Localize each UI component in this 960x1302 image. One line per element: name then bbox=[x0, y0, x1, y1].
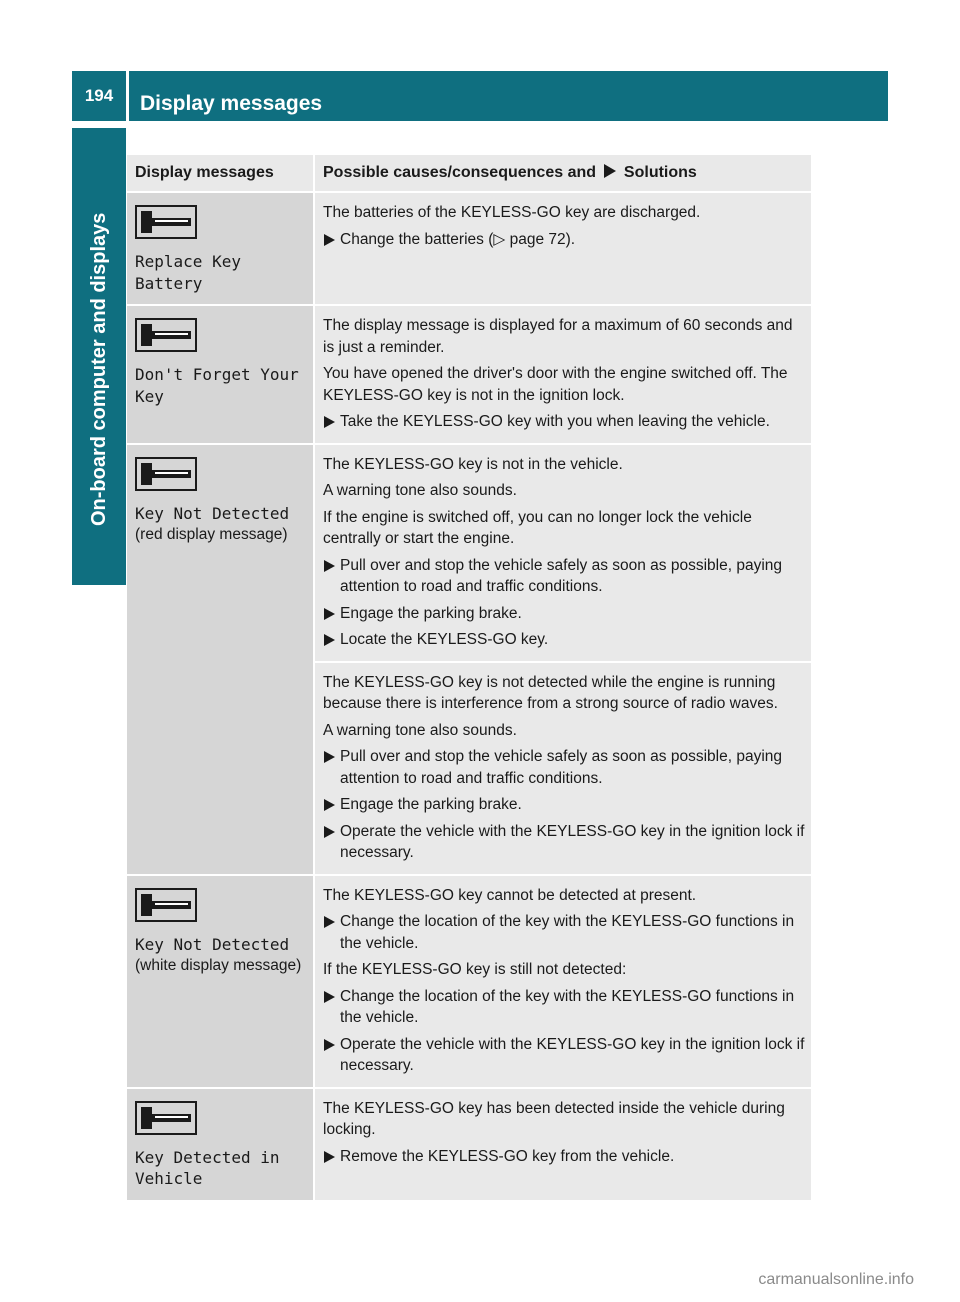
column-header-solutions-suffix: Solutions bbox=[623, 164, 697, 181]
instruction-step bbox=[323, 986, 805, 1029]
solution-cell bbox=[314, 662, 811, 875]
key-icon bbox=[135, 888, 197, 922]
instruction-step-text: Change the location of the key with the KEYLESS-GO functions in the vehicle. bbox=[340, 913, 795, 952]
cause-text: The display message is displayed for a maximum of 60 seconds and is just a reminder. bbox=[323, 317, 793, 356]
cause-text: The KEYLESS-GO key has been detected inside the vehicle during locking. bbox=[323, 1099, 785, 1138]
step-arrow-icon bbox=[324, 560, 335, 572]
solution-cell bbox=[314, 192, 811, 305]
key-icon bbox=[135, 1101, 197, 1135]
cause-text: The batteries of the KEYLESS-GO key are discharged. bbox=[323, 204, 701, 221]
chapter-tab-label: On-board computer and displays bbox=[88, 212, 110, 526]
key-icon bbox=[135, 205, 197, 239]
cause-text: A warning tone also sounds. bbox=[323, 721, 517, 739]
display-message-note: (red display message) bbox=[135, 526, 288, 543]
cause-text: The KEYLESS-GO key is not in the vehicle. bbox=[323, 455, 623, 473]
instruction-step-text: Operate the vehicle with the KEYLESS-GO key in the ignition lock if necessary. bbox=[340, 1035, 805, 1074]
display-message-text: Don't Forget Your Key bbox=[135, 365, 299, 406]
column-header-display: Display messages bbox=[127, 155, 314, 192]
step-arrow-icon bbox=[324, 916, 335, 928]
display-message-note: (white display message) bbox=[135, 957, 302, 974]
display-message-text: Key Detected in Vehicle bbox=[135, 1147, 280, 1188]
step-arrow-icon bbox=[324, 799, 335, 811]
table-row bbox=[127, 305, 811, 444]
solution-cell bbox=[314, 444, 811, 662]
step-arrow-icon bbox=[324, 1151, 335, 1163]
table-row bbox=[127, 444, 811, 662]
instruction-step bbox=[323, 1146, 805, 1168]
column-header-solutions bbox=[314, 155, 811, 192]
instruction-step-text: Remove the KEYLESS-GO key from the vehicle. bbox=[340, 1147, 675, 1165]
cause-text: The KEYLESS-GO key cannot be detected at present. bbox=[323, 886, 697, 904]
display-message-cell bbox=[127, 444, 314, 875]
display-message-text: Key Not Detected bbox=[135, 934, 290, 954]
instruction-step-text: Operate the vehicle with the KEYLESS-GO key in the ignition lock if necessary. bbox=[340, 822, 805, 861]
solution-cell bbox=[314, 305, 811, 444]
solution-cell bbox=[314, 1088, 811, 1201]
instruction-step-text: Pull over and stop the vehicle safely as soon as possible, paying attention to road and traffic conditions. bbox=[340, 556, 783, 595]
instruction-step-text: Take the KEYLESS-GO key with you when leaving the vehicle. bbox=[340, 413, 770, 430]
key-icon bbox=[135, 318, 197, 352]
column-header-solutions-prefix: Possible causes/consequences and bbox=[323, 164, 597, 181]
instruction-step bbox=[323, 821, 805, 864]
table-row bbox=[127, 192, 811, 305]
step-arrow-icon bbox=[324, 826, 335, 838]
instruction-step-text: Engage the parking brake. bbox=[340, 604, 522, 622]
display-message-cell bbox=[127, 305, 314, 444]
instruction-step-text: Locate the KEYLESS-GO key. bbox=[340, 631, 549, 648]
step-arrow-icon bbox=[324, 634, 335, 646]
step-arrow-icon bbox=[324, 416, 335, 428]
header-divider bbox=[126, 71, 129, 121]
page-number: 194 bbox=[84, 86, 114, 105]
cause-text: If the engine is switched off, you can no longer lock the vehicle centrally or start the engine. bbox=[323, 508, 752, 547]
instruction-step bbox=[323, 411, 805, 433]
display-message-cell bbox=[127, 875, 314, 1088]
instruction-step bbox=[323, 746, 805, 789]
step-arrow-icon bbox=[324, 608, 335, 620]
page-title: Display messages bbox=[140, 92, 323, 115]
cause-text: The KEYLESS-GO key is not detected while the engine is running because there is interference from a strong source of radio waves. bbox=[323, 673, 778, 712]
step-arrow-icon bbox=[324, 1039, 335, 1051]
step-arrow-icon bbox=[324, 234, 335, 246]
display-message-cell bbox=[127, 192, 314, 305]
cause-text: You have opened the driver's door with the engine switched off. The KEYLESS-GO key is not in the ignition lock. bbox=[323, 365, 788, 404]
display-message-cell bbox=[127, 1088, 314, 1201]
solution-cell bbox=[314, 875, 811, 1088]
arrow-right-icon bbox=[603, 164, 616, 178]
instruction-step-text: Engage the parking brake. bbox=[340, 796, 522, 813]
display-messages-table bbox=[127, 155, 811, 1202]
instruction-step bbox=[323, 603, 805, 625]
instruction-step bbox=[323, 555, 805, 598]
table-row bbox=[127, 875, 811, 1088]
instruction-step-text: Change the location of the key with the KEYLESS-GO functions in the vehicle. bbox=[340, 987, 795, 1026]
table-header-row bbox=[127, 155, 811, 192]
display-message-text: Key Not Detected bbox=[135, 503, 290, 523]
step-arrow-icon bbox=[324, 751, 335, 763]
instruction-step bbox=[323, 229, 805, 251]
instruction-step-text: Pull over and stop the vehicle safely as soon as possible, paying attention to road and traffic conditions. bbox=[340, 748, 783, 787]
display-message-text: Replace Key Battery bbox=[135, 252, 241, 293]
cause-text: If the KEYLESS-GO key is still not detected: bbox=[323, 961, 627, 978]
watermark: carmanualsonline.info bbox=[758, 1271, 914, 1288]
instruction-step bbox=[323, 1034, 805, 1077]
instruction-step bbox=[323, 911, 805, 954]
step-arrow-icon bbox=[324, 991, 335, 1003]
instruction-step-text: Change the batteries (▷ page 72). bbox=[340, 230, 576, 248]
key-icon bbox=[135, 457, 197, 491]
table-row bbox=[127, 1088, 811, 1201]
instruction-step bbox=[323, 794, 805, 816]
instruction-step bbox=[323, 629, 805, 651]
cause-text: A warning tone also sounds. bbox=[323, 482, 517, 499]
